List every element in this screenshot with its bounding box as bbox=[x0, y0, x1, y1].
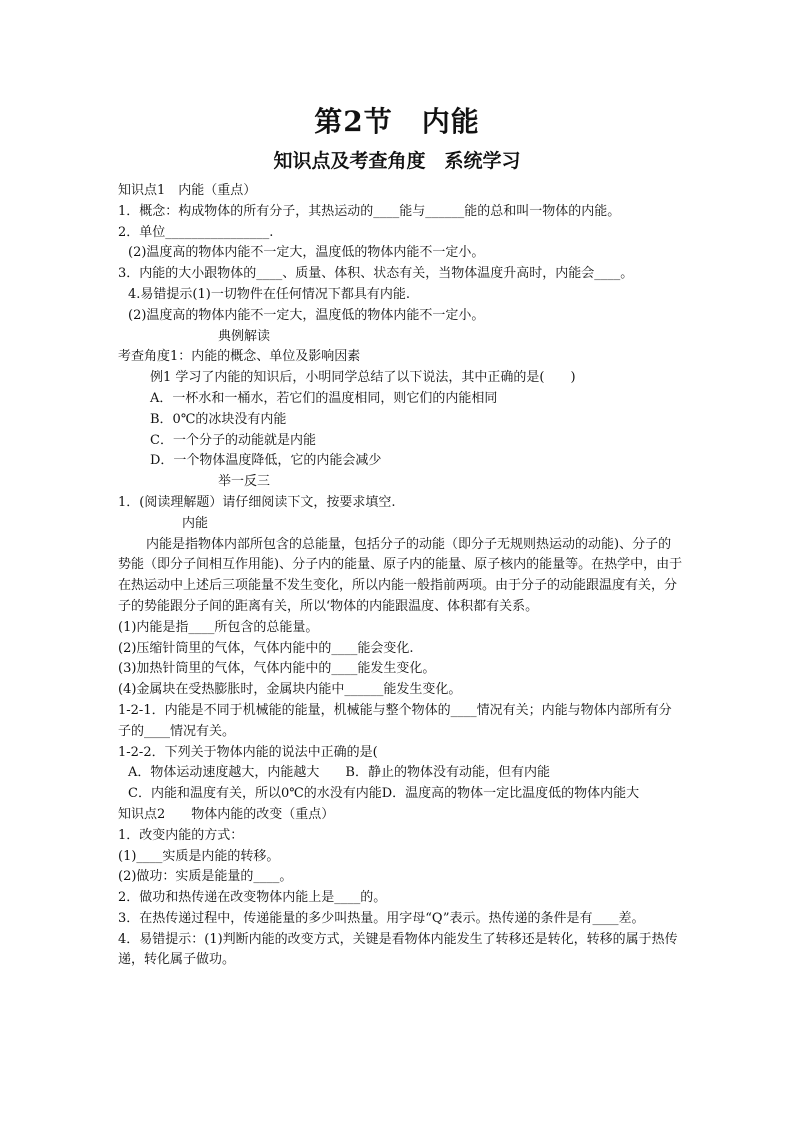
example-heading: 典例解读 bbox=[218, 328, 271, 344]
text-line: 1．改变内能的方式： bbox=[118, 827, 244, 843]
option-b: B．0℃的冰块没有内能 bbox=[150, 411, 287, 427]
option-line: C．内能和温度有关，所以0℃的水没有内能D．温度高的物体一定比温度低的物体内能大 bbox=[128, 786, 640, 802]
option-c: C．一个分子的动能就是内能 bbox=[150, 432, 316, 448]
document-body bbox=[118, 181, 683, 971]
text-line: (2)温度高的物体内能不一定大，温度低的物体内能不一定小。 bbox=[128, 307, 485, 323]
text-line: (1)内能是指____所包含的总能量。 bbox=[118, 619, 319, 635]
text-line: 3．在热传递过程中，传递能量的多少叫热量。用字母“Q”表示。热传递的条件是有____差。 bbox=[118, 910, 645, 926]
text-line: 4．易错提示：(1)判断内能的改变方式，关键是看物体内能发生了转移还是转化，转移的属于热传递，转化属子做功。 bbox=[118, 931, 678, 968]
text-line: 2．单位________________. bbox=[118, 224, 274, 240]
text-line: (2)做功：实质是能量的____。 bbox=[118, 869, 293, 885]
page-subtitle: 知识点及考查角度 系统学习 bbox=[273, 150, 521, 172]
text-line: 1．(阅读理解题）请仔细阅读下文，按要求填空. bbox=[118, 494, 396, 510]
text-line: 4.易错提示(1)一切物件在任何情况下都具有内能. bbox=[128, 286, 410, 302]
text-line: 1-2-2．下列关于物体内能的说法中正确的是( bbox=[118, 744, 378, 760]
text-line: 3．内能的大小跟物体的____、质量、体积、状态有关，当物体温度升高时，内能会____。 bbox=[118, 266, 634, 282]
example-question: 例1 学习了内能的知识后，小明同学总结了以下说法，其中正确的是( ) bbox=[150, 370, 576, 386]
text-line: 2．做功和热传递在改变物体内能上是____的。 bbox=[118, 890, 387, 906]
option-a: A．一杯水和一桶水，若它们的温度相同，则它们的内能相同 bbox=[150, 390, 498, 406]
page-title: 第2节 内能 bbox=[314, 105, 480, 138]
text-line: (4)金属块在受热膨胀时，金属块内能中______能发生变化。 bbox=[118, 682, 462, 698]
text-line: (1)____实质是内能的转移。 bbox=[118, 848, 280, 864]
section-heading-2: 知识点2 物体内能的改变（重点） bbox=[118, 806, 335, 822]
text-line: (2)压缩针筒里的气体，气体内能中的____能会变化. bbox=[118, 640, 414, 656]
reading-title: 内能 bbox=[182, 515, 209, 531]
text-line: 1-2-1．内能是不同于机械能的能量，机械能与整个物体的____情况有关；内能与物体内部所有分子的____情况有关。 bbox=[118, 702, 672, 739]
text-line: (3)加热针筒里的气体，气体内能中的____能发生变化。 bbox=[118, 661, 436, 677]
practice-heading: 举一反三 bbox=[218, 474, 271, 490]
option-line: A．物体运动速度越大，内能越大 B．静止的物体没有动能，但有内能 bbox=[128, 765, 550, 781]
text-line: (2)温度高的物体内能不一定大，温度低的物体内能不一定小。 bbox=[128, 245, 485, 261]
reading-paragraph: 内能是指物体内部所包含的总能量，包括分子的动能（即分子无规则热运动的动能)、分子的势能（即分子间相互作用能)、分子内的能量、原子内的能量、原子核内的能量等。在热学中，由于在热运动中上述后三项能量不发生变化，所以内能一般指前两项。由于分子的动能跟温度有关，分子的势能跟分子间的距离有关，所以‘物体的内能跟温度、体积都有关系。 bbox=[118, 536, 683, 614]
text-line: 1．概念：构成物体的所有分子，其热运动的____能与______能的总和叫一物体的内能。 bbox=[118, 203, 621, 219]
section-heading-1: 知识点1 内能（重点） bbox=[118, 183, 257, 198]
option-d: D．一个物体温度降低，它的内能会减少 bbox=[150, 453, 382, 469]
topic-heading: 考查角度1：内能的概念、单位及影响因素 bbox=[118, 349, 361, 365]
